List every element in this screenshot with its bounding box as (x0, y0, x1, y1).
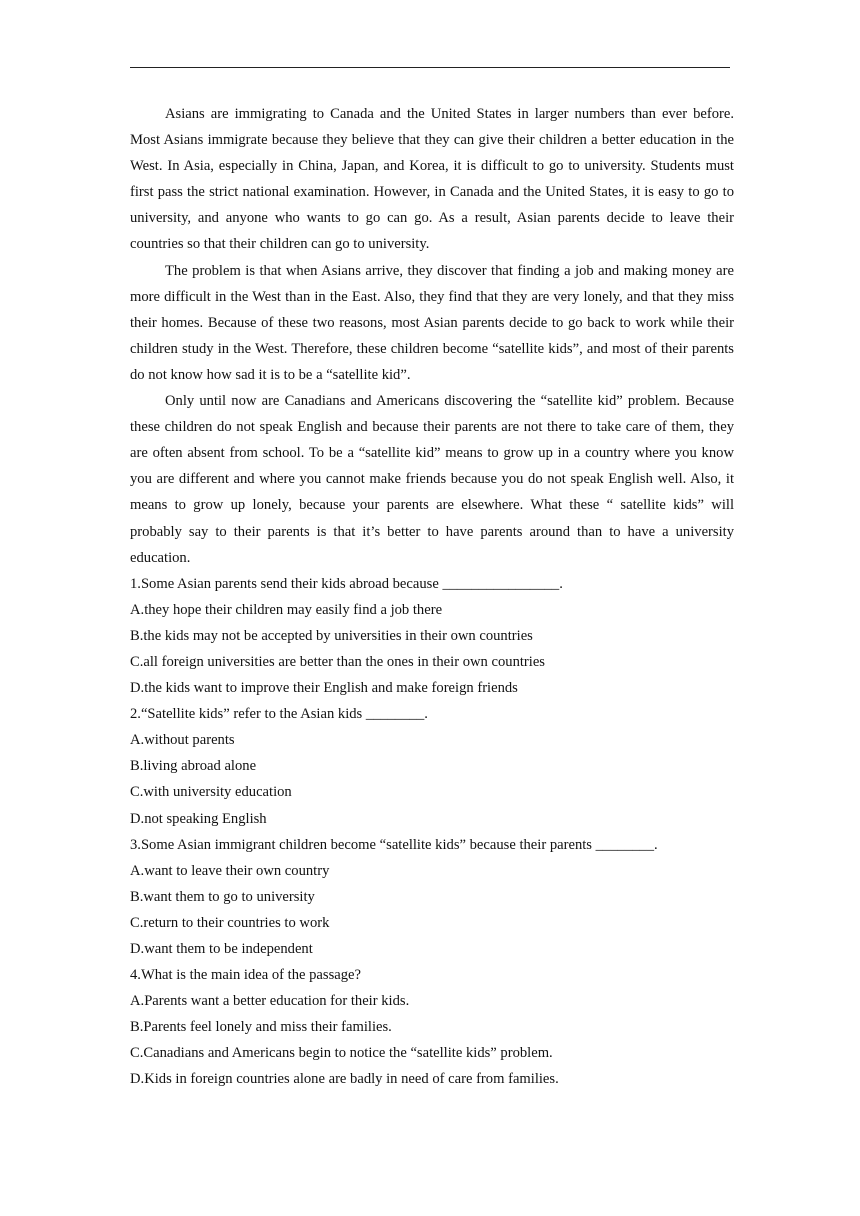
option-c: C.with university education (130, 784, 292, 801)
option-c: C.all foreign universities are better than the ones in their own countries (130, 653, 545, 670)
reading-passage (130, 101, 734, 571)
passage-paragraph-2: The problem is that when Asians arrive, they discover that finding a job and making money are more difficult in the West than in the East. Also, they find that they are very lonely, and that they miss their homes. Because of these two reasons, most Asian parents decide to go back to work while their children study in the West. Therefore, these children become “satellite kids”, and most of their parents do not know how sad it is to be a “satellite kid”. (130, 262, 734, 383)
question-stem: 1.Some Asian parents send their kids abroad because ________________. (130, 575, 563, 592)
option-c: C.Canadians and Americans begin to notice the “satellite kids” problem. (130, 1045, 553, 1062)
question-4 (130, 962, 734, 1092)
question-3 (130, 832, 734, 962)
question-stem: 4.What is the main idea of the passage? (130, 967, 361, 984)
option-a: A.want to leave their own country (130, 862, 330, 879)
header-rule (130, 67, 730, 68)
option-b: B.Parents feel lonely and miss their families. (130, 1019, 392, 1036)
question-1 (130, 571, 734, 701)
passage-paragraph-1: Asians are immigrating to Canada and the United States in larger numbers than ever before. Most Asians immigrate because they believe that they can give their children a better education in the West. In Asia, especially in China, Japan, and Korea, it is difficult to go to university. Students must first pass the strict national examination. However, in Canada and the United States, it is easy to go to university, and anyone who wants to go can go. As a result, Asian parents decide to leave their countries so that their children can go to university. (130, 106, 734, 253)
option-b: B.the kids may not be accepted by universities in their own countries (130, 627, 533, 644)
option-d: D.not speaking English (130, 810, 267, 827)
question-stem: 3.Some Asian immigrant children become “satellite kids” because their parents ________. (130, 836, 658, 853)
option-a: A.without parents (130, 732, 235, 749)
question-2 (130, 701, 734, 831)
option-d: D.Kids in foreign countries alone are badly in need of care from families. (130, 1071, 559, 1088)
option-b: B.want them to go to university (130, 888, 315, 905)
option-c: C.return to their countries to work (130, 914, 330, 931)
option-d: D.want them to be independent (130, 941, 313, 957)
document-content (130, 101, 734, 1093)
passage-paragraph-3: Only until now are Canadians and Americans discovering the “satellite kid” problem. Because these children do not speak English and because their parents are not there to take care of them, they are often absent from school. To be a “satellite kid” means to grow up in a country where you know you are different and where you cannot make friends because you do not speak English well. Also, it means to grow up lonely, because your parents are elsewhere. What these “ satellite kids” will probably say to their parents is that it’s better to have parents around than to have a university education. (130, 393, 734, 566)
option-a: A.they hope their children may easily find a job there (130, 601, 443, 618)
option-a: A.Parents want a better education for their kids. (130, 993, 410, 1010)
question-stem: 2.“Satellite kids” refer to the Asian kids ________. (130, 706, 428, 723)
option-b: B.living abroad alone (130, 758, 257, 775)
option-d: D.the kids want to improve their English and make foreign friends (130, 680, 518, 697)
